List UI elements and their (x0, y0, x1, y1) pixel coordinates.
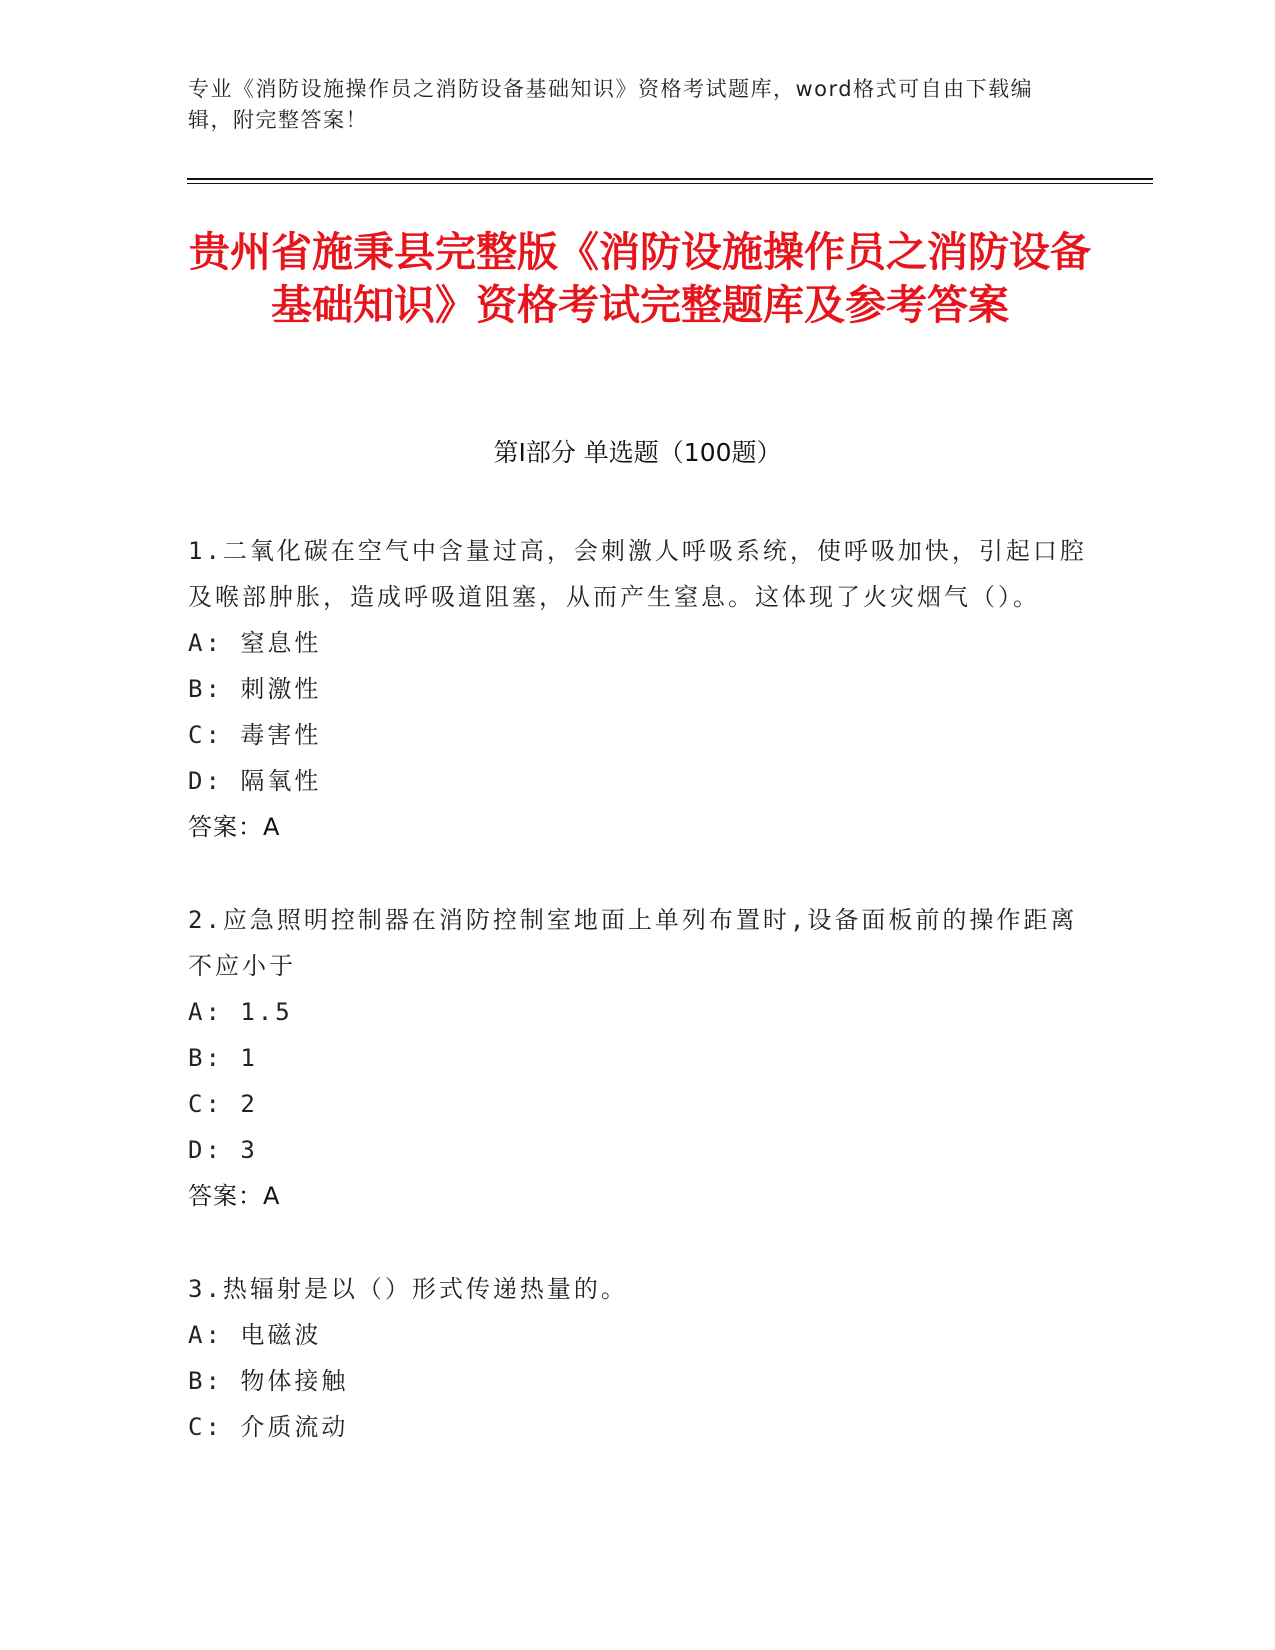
header-note: 专业《消防设施操作员之消防设备基础知识》资格考试题库，word格式可自由下载编辑，附完整答案！ (188, 77, 1034, 132)
question-list (188, 528, 1088, 1497)
question-stem: 3.热辐射是以（）形式传递热量的。 (188, 1275, 628, 1303)
document-title: 贵州省施秉县完整版《消防设施操作员之消防设备基础知识》资格考试完整题库及参考答案 (189, 228, 1091, 329)
answer-line: 答案：A (188, 813, 281, 841)
header-divider-thick (187, 178, 1153, 180)
answer-line: 答案：A (188, 1182, 281, 1210)
option-a: A: 窒息性 (188, 629, 322, 657)
header-divider-thin (187, 183, 1153, 184)
question-1 (188, 528, 1088, 850)
question-stem: 2.应急照明控制器在消防控制室地面上单列布置时,设备面板前的操作距离不应小于 (188, 906, 1078, 980)
option-d: D: 3 (188, 1136, 258, 1164)
section-title: 第I部分 单选题（100题） (493, 438, 782, 467)
option-c: C: 毒害性 (188, 721, 322, 749)
option-a: A: 电磁波 (188, 1321, 322, 1349)
option-c: C: 2 (188, 1090, 258, 1118)
option-b: B: 刺激性 (188, 675, 322, 703)
question-stem: 1.二氧化碳在空气中含量过高，会刺激人呼吸系统，使呼吸加快，引起口腔及喉部肿胀，造成呼吸道阻塞，从而产生窒息。这体现了火灾烟气（）。 (188, 537, 1087, 611)
option-b: B: 1 (188, 1044, 258, 1072)
option-d: D: 隔氧性 (188, 767, 322, 795)
option-c: C: 介质流动 (188, 1413, 349, 1441)
question-2 (188, 897, 1088, 1219)
option-a: A: 1.5 (188, 998, 293, 1026)
option-b: B: 物体接触 (188, 1367, 349, 1395)
question-3 (188, 1266, 1088, 1450)
